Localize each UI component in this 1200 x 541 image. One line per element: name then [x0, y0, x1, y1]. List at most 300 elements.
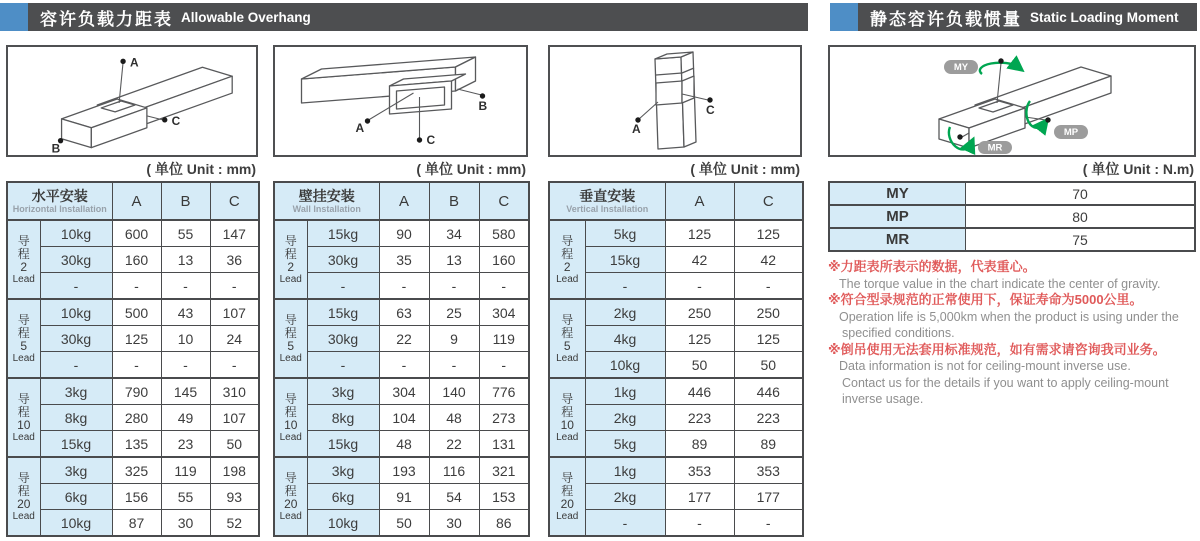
- value-cell: -: [479, 273, 529, 300]
- lead-en: Lead: [279, 273, 302, 285]
- lead-char: 导: [17, 470, 30, 485]
- value-cell: 107: [210, 405, 259, 431]
- table-row: [7, 352, 259, 379]
- moment-value: 75: [966, 228, 1196, 251]
- load-cell: 15kg: [307, 299, 379, 326]
- lead-char: 程: [561, 483, 574, 498]
- horizontal-installation-diagram: [8, 47, 256, 155]
- value-cell: 22: [379, 326, 429, 352]
- value-cell: 52: [210, 510, 259, 537]
- table-row: [549, 378, 803, 405]
- lead-en: Lead: [12, 510, 35, 522]
- load-cell: -: [307, 352, 379, 379]
- value-cell: 9: [429, 326, 479, 352]
- value-cell: 156: [112, 484, 161, 510]
- value-cell: 310: [210, 378, 259, 405]
- table-row: [549, 247, 803, 273]
- load-cell: 4kg: [585, 326, 665, 352]
- lead-char: 2: [563, 259, 571, 274]
- lead-char: 程: [284, 325, 297, 340]
- load-cell: 2kg: [585, 484, 665, 510]
- lead-char: 10: [284, 417, 298, 432]
- value-cell: 223: [665, 405, 734, 431]
- horizontal-diagram-box: [6, 45, 258, 157]
- value-cell: 91: [379, 484, 429, 510]
- lead-char: 2: [287, 259, 295, 274]
- value-cell: 250: [665, 299, 734, 326]
- moment-name: MY: [829, 182, 966, 205]
- lead-char: 5: [287, 338, 295, 353]
- value-cell: 50: [210, 431, 259, 458]
- table-row: [549, 405, 803, 431]
- load-cell: 10kg: [40, 510, 112, 537]
- value-cell: 119: [479, 326, 529, 352]
- lead-en: Lead: [279, 510, 302, 522]
- unit-label: ( 单位 Unit : mm): [146, 161, 256, 177]
- value-cell: -: [379, 352, 429, 379]
- mr-axis-dot: [957, 134, 962, 139]
- value-cell: 63: [379, 299, 429, 326]
- lead-char: 程: [17, 246, 30, 261]
- lead-char: 导: [17, 312, 30, 327]
- point-c-label: C: [171, 113, 181, 128]
- table-row: [7, 247, 259, 273]
- value-cell: -: [161, 273, 210, 300]
- lead-en: Lead: [12, 352, 35, 364]
- value-cell: -: [210, 352, 259, 379]
- value-cell: 55: [161, 220, 210, 247]
- value-cell: 49: [161, 405, 210, 431]
- value-cell: 93: [210, 484, 259, 510]
- load-cell: 1kg: [585, 457, 665, 484]
- point-c-label: C: [426, 133, 436, 147]
- load-cell: 5kg: [585, 431, 665, 458]
- unit-label: ( 单位 Unit : mm): [690, 161, 800, 177]
- column-header: A: [112, 182, 161, 220]
- value-cell: 145: [161, 378, 210, 405]
- point-a-label: A: [355, 121, 365, 135]
- point-c-dot: [162, 117, 167, 122]
- value-cell: 48: [429, 405, 479, 431]
- value-cell: 107: [210, 299, 259, 326]
- wall-installation-diagram: [275, 47, 526, 155]
- load-cell: 10kg: [40, 299, 112, 326]
- note-en: inverse usage.: [842, 392, 924, 406]
- value-cell: -: [112, 273, 161, 300]
- vertical-diagram-box: [548, 45, 802, 157]
- value-cell: -: [429, 273, 479, 300]
- value-cell: 104: [379, 405, 429, 431]
- lead-char: 导: [561, 391, 574, 406]
- lead-en: Lead: [556, 352, 579, 364]
- table-row: [7, 431, 259, 458]
- value-cell: 446: [734, 378, 803, 405]
- wall-installation-section: [273, 45, 528, 537]
- value-cell: 22: [429, 431, 479, 458]
- value-cell: 13: [429, 247, 479, 273]
- my-rotation-arrow-icon: [980, 63, 1018, 74]
- value-cell: 87: [112, 510, 161, 537]
- load-cell: 8kg: [307, 405, 379, 431]
- load-cell: 2kg: [585, 299, 665, 326]
- section-title-zh: 容许负载力距表: [40, 9, 173, 29]
- value-cell: 446: [665, 378, 734, 405]
- point-a-label: A: [632, 122, 641, 136]
- load-cell: 3kg: [307, 378, 379, 405]
- value-cell: 177: [734, 484, 803, 510]
- lead-group-label: [549, 220, 585, 299]
- value-cell: 776: [479, 378, 529, 405]
- table-row: [7, 405, 259, 431]
- mp-label: MP: [1063, 127, 1079, 138]
- value-cell: 116: [429, 457, 479, 484]
- load-cell: 6kg: [40, 484, 112, 510]
- note-en: The torque value in the chart indicate the center of gravity.: [839, 276, 1161, 291]
- value-cell: 54: [429, 484, 479, 510]
- value-cell: 304: [379, 378, 429, 405]
- value-cell: 223: [734, 405, 803, 431]
- value-cell: -: [161, 352, 210, 379]
- lead-group-label: [274, 299, 307, 378]
- value-cell: 55: [161, 484, 210, 510]
- value-cell: 353: [665, 457, 734, 484]
- load-cell: 15kg: [40, 431, 112, 458]
- point-b-label: B: [478, 99, 488, 113]
- load-cell: 3kg: [40, 457, 112, 484]
- load-cell: 2kg: [585, 405, 665, 431]
- value-cell: 353: [734, 457, 803, 484]
- column-header: B: [429, 182, 479, 220]
- value-cell: -: [665, 273, 734, 300]
- value-cell: 580: [479, 220, 529, 247]
- lead-char: 导: [284, 391, 297, 406]
- load-cell: 3kg: [40, 378, 112, 405]
- accent-square-icon: [830, 3, 858, 31]
- my-label: MY: [953, 62, 969, 73]
- lead-char: 导: [17, 391, 30, 406]
- table-row: [274, 405, 529, 431]
- lead-group-label: [549, 299, 585, 378]
- header-bar: [0, 3, 808, 31]
- header-bar: [830, 3, 1197, 31]
- table-row: [274, 378, 529, 405]
- value-cell: 25: [429, 299, 479, 326]
- table-title-zh: 壁挂安装: [298, 187, 355, 204]
- load-cell: 3kg: [307, 457, 379, 484]
- column-header: C: [479, 182, 529, 220]
- my-axis-dot: [998, 58, 1003, 63]
- table-title-zh: 水平安装: [31, 187, 88, 204]
- carriage-front-face: [656, 81, 682, 105]
- value-cell: 13: [161, 247, 210, 273]
- point-a-label: A: [130, 55, 139, 70]
- lead-group-label: [7, 220, 40, 299]
- load-cell: 30kg: [307, 326, 379, 352]
- value-cell: 198: [210, 457, 259, 484]
- moment-table: [828, 181, 1196, 252]
- value-cell: 86: [479, 510, 529, 537]
- lead-en: Lead: [12, 431, 35, 443]
- lead-group-label: [7, 299, 40, 378]
- point-c-dot: [417, 137, 422, 142]
- note-zh: ※符合型录规范的正常使用下，保证寿命为5000公里。: [828, 292, 1143, 307]
- unit-label: ( 单位 Unit : mm): [416, 161, 526, 177]
- value-cell: 34: [429, 220, 479, 247]
- note-en: Operation life is 5,000km when the product is using under the: [839, 309, 1179, 324]
- table-title-en: Vertical Installation: [566, 203, 649, 214]
- lead-char: 导: [284, 233, 297, 248]
- value-cell: 90: [379, 220, 429, 247]
- lead-char: 程: [561, 404, 574, 419]
- table-row: [274, 220, 529, 247]
- load-cell: -: [585, 510, 665, 537]
- table-row: [274, 457, 529, 484]
- lead-en: Lead: [279, 431, 302, 443]
- lead-group-label: [274, 457, 307, 536]
- value-cell: 273: [479, 405, 529, 431]
- lead-char: 程: [284, 483, 297, 498]
- value-cell: -: [210, 273, 259, 300]
- table-row: [549, 484, 803, 510]
- point-b-dot: [480, 93, 485, 98]
- lead-char: 程: [561, 325, 574, 340]
- table-title-zh: 垂直安装: [579, 187, 636, 204]
- value-cell: 42: [665, 247, 734, 273]
- table-row: [274, 352, 529, 379]
- lead-group-label: [549, 457, 585, 536]
- load-cell: 15kg: [307, 431, 379, 458]
- lead-char: 20: [17, 496, 31, 511]
- note-en: specified conditions.: [842, 326, 955, 340]
- lead-char: 程: [17, 483, 30, 498]
- value-cell: 48: [379, 431, 429, 458]
- section-header-left: [0, 3, 808, 31]
- lead-char: 程: [561, 246, 574, 261]
- lead-en: Lead: [556, 431, 579, 443]
- lead-char: 程: [284, 246, 297, 261]
- load-cell: 15kg: [307, 220, 379, 247]
- table-row: [549, 299, 803, 326]
- value-cell: 50: [665, 352, 734, 379]
- table-row: [829, 182, 1195, 205]
- load-cell: 30kg: [40, 326, 112, 352]
- value-cell: 30: [429, 510, 479, 537]
- table-row: [7, 299, 259, 326]
- lead-en: Lead: [279, 352, 302, 364]
- table-title: [7, 182, 112, 220]
- section-title-en: Static Loading Moment: [1030, 9, 1179, 25]
- table-row: [274, 247, 529, 273]
- value-cell: 50: [379, 510, 429, 537]
- table-title: [274, 182, 379, 220]
- value-cell: 89: [665, 431, 734, 458]
- value-cell: 280: [112, 405, 161, 431]
- value-cell: 119: [161, 457, 210, 484]
- load-cell: 1kg: [585, 378, 665, 405]
- lead-char: 导: [17, 233, 30, 248]
- table-row: [274, 510, 529, 537]
- column-header: A: [665, 182, 734, 220]
- lead-char: 导: [284, 470, 297, 485]
- lead-char: 程: [17, 404, 30, 419]
- table-row: [7, 326, 259, 352]
- load-cell: -: [40, 273, 112, 300]
- lead-char: 导: [561, 470, 574, 485]
- horizontal-installation-table: [6, 181, 260, 537]
- column-header: A: [379, 182, 429, 220]
- table-row: [549, 220, 803, 247]
- section-title-en: Allowable Overhang: [181, 9, 311, 25]
- carriage-inner-detail: [397, 87, 445, 109]
- vertical-installation-diagram: [550, 47, 800, 155]
- note-zh: ※力距表所表示的数据，代表重心。: [828, 259, 1036, 274]
- table-row: [274, 273, 529, 300]
- lead-en: Lead: [12, 273, 35, 285]
- value-cell: 177: [665, 484, 734, 510]
- column-header: B: [161, 182, 210, 220]
- lead-char: 10: [17, 417, 31, 432]
- table-header-row: [549, 182, 803, 220]
- table-row: [549, 326, 803, 352]
- value-cell: 10: [161, 326, 210, 352]
- lead-char: 程: [284, 404, 297, 419]
- mr-label: MR: [987, 142, 1003, 154]
- value-cell: 153: [479, 484, 529, 510]
- lead-char: 导: [284, 312, 297, 327]
- value-cell: -: [665, 510, 734, 537]
- value-cell: 125: [665, 220, 734, 247]
- value-cell: 125: [665, 326, 734, 352]
- note-zh: ※倒吊使用无法套用标准规范，如有需求请咨询我司业务。: [828, 341, 1166, 357]
- table-row: [274, 326, 529, 352]
- load-cell: 10kg: [585, 352, 665, 379]
- load-cell: 15kg: [585, 247, 665, 273]
- vertical-installation-table: [548, 181, 804, 537]
- lead-char: 导: [561, 233, 574, 248]
- carriage-side-face: [682, 76, 694, 103]
- point-a-dot: [365, 118, 370, 123]
- lead-char: 10: [560, 417, 574, 432]
- note-en: Contact us for the details if you want to apply ceiling-mount: [842, 375, 1169, 390]
- value-cell: 321: [479, 457, 529, 484]
- value-cell: -: [734, 273, 803, 300]
- table-row: [274, 431, 529, 458]
- lead-char: 5: [563, 338, 571, 353]
- moment-diagram-box: [828, 45, 1196, 157]
- table-row: [7, 273, 259, 300]
- value-cell: 89: [734, 431, 803, 458]
- point-c-label: C: [706, 103, 715, 117]
- load-cell: -: [40, 352, 112, 379]
- table-row: [274, 484, 529, 510]
- horizontal-installation-section: [6, 45, 258, 537]
- load-cell: 10kg: [307, 510, 379, 537]
- table-row: [7, 484, 259, 510]
- load-cell: 30kg: [307, 247, 379, 273]
- moment-value: 70: [966, 182, 1196, 205]
- point-b-label: B: [51, 141, 61, 155]
- lead-group-label: [274, 220, 307, 299]
- lead-char: 20: [284, 496, 298, 511]
- load-cell: 5kg: [585, 220, 665, 247]
- lead-group-label: [7, 378, 40, 457]
- accent-square-icon: [0, 3, 28, 31]
- value-cell: 36: [210, 247, 259, 273]
- column-header: C: [210, 182, 259, 220]
- lead-group-label: [549, 378, 585, 457]
- table-header-row: [274, 182, 529, 220]
- value-cell: -: [379, 273, 429, 300]
- moment-value: 80: [966, 205, 1196, 228]
- lead-group-label: [7, 457, 40, 536]
- table-title-en: Wall Installation: [292, 203, 361, 214]
- value-cell: 125: [112, 326, 161, 352]
- table-row: [549, 510, 803, 537]
- table-row: [549, 457, 803, 484]
- table-row: [274, 299, 529, 326]
- mp-axis-dot: [1045, 117, 1050, 122]
- vertical-installation-section: [548, 45, 802, 537]
- value-cell: 160: [112, 247, 161, 273]
- value-cell: 30: [161, 510, 210, 537]
- lead-char: 20: [560, 496, 574, 511]
- table-row: [549, 431, 803, 458]
- load-cell: -: [307, 273, 379, 300]
- lead-en: Lead: [556, 273, 579, 285]
- load-cell: 10kg: [40, 220, 112, 247]
- value-cell: 135: [112, 431, 161, 458]
- lead-char: 程: [17, 325, 30, 340]
- value-cell: 42: [734, 247, 803, 273]
- table-row: [7, 378, 259, 405]
- table-title-en: Horizontal Installation: [12, 203, 107, 214]
- value-cell: -: [112, 352, 161, 379]
- lead-en: Lead: [556, 510, 579, 522]
- load-cell: 30kg: [40, 247, 112, 273]
- value-cell: -: [429, 352, 479, 379]
- notes: [828, 259, 1196, 408]
- value-cell: 43: [161, 299, 210, 326]
- table-row: [829, 205, 1195, 228]
- point-c-dot: [707, 97, 712, 102]
- value-cell: -: [479, 352, 529, 379]
- value-cell: 23: [161, 431, 210, 458]
- table-row: [549, 352, 803, 379]
- load-cell: 8kg: [40, 405, 112, 431]
- lead-char: 导: [561, 312, 574, 327]
- static-loading-moment-section: [828, 45, 1196, 408]
- moment-diagram: [830, 47, 1194, 155]
- table-title: [549, 182, 665, 220]
- lead-char: 5: [20, 338, 28, 353]
- value-cell: 125: [734, 326, 803, 352]
- table-row: [7, 220, 259, 247]
- unit-label: ( 单位 Unit : N.m): [1082, 161, 1194, 177]
- leader-line-b: [458, 89, 482, 95]
- value-cell: 304: [479, 299, 529, 326]
- leader-line-a: [639, 102, 658, 119]
- value-cell: 24: [210, 326, 259, 352]
- wall-diagram-box: [273, 45, 528, 157]
- value-cell: 160: [479, 247, 529, 273]
- value-cell: 140: [429, 378, 479, 405]
- table-header-row: [7, 182, 259, 220]
- table-row: [7, 510, 259, 537]
- value-cell: 600: [112, 220, 161, 247]
- point-a-dot: [120, 59, 125, 64]
- moment-name: MP: [829, 205, 966, 228]
- value-cell: 250: [734, 299, 803, 326]
